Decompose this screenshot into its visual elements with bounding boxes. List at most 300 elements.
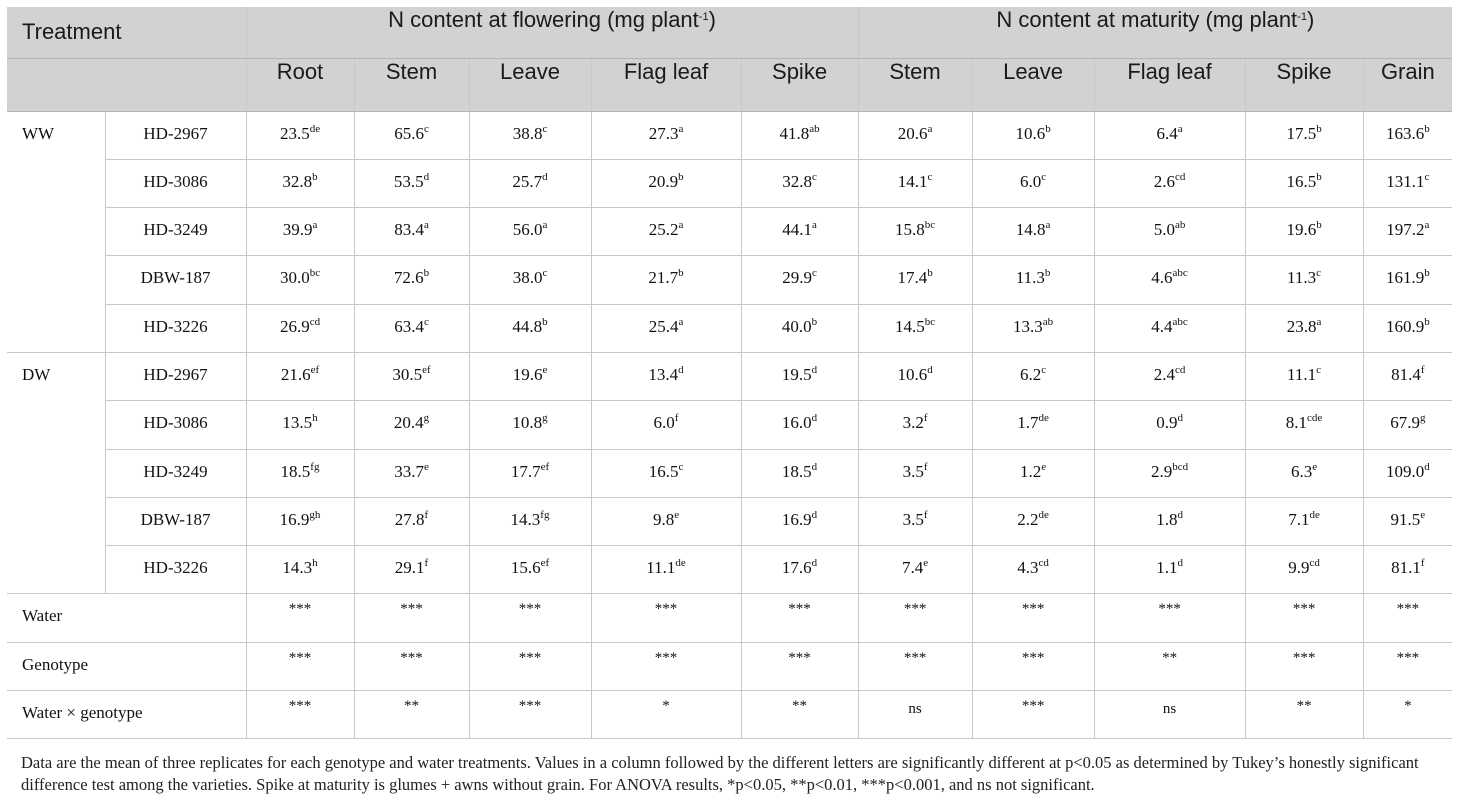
value-cell: [1094, 401, 1245, 449]
significance-letters: ab: [809, 122, 820, 135]
significance-letters: f: [1420, 363, 1425, 376]
value-cell: [1363, 401, 1452, 449]
significance-letters: c: [678, 460, 684, 473]
significance-letters: ab: [1042, 315, 1054, 328]
value: 72.6: [393, 268, 424, 288]
treatment-header: Treatment: [7, 7, 246, 58]
anova-significance: ***: [1021, 698, 1045, 715]
value: 9.9: [1288, 558, 1310, 578]
value: 40.0: [781, 316, 812, 336]
significance-letters: d: [811, 508, 818, 521]
value: 8.1: [1285, 413, 1308, 433]
value: 11.3: [1287, 268, 1317, 288]
value: 16.5: [648, 461, 679, 481]
significance-letters: bc: [309, 267, 321, 280]
significance-letters: h: [312, 412, 318, 425]
significance-letters: c: [1424, 170, 1430, 183]
genotype-cell: HD-3249: [105, 208, 246, 256]
value: 3.2: [902, 413, 924, 433]
anova-cell: [741, 594, 858, 642]
genotype-cell: DBW-187: [105, 256, 246, 304]
significance-letters: b: [927, 267, 933, 280]
anova-significance: ***: [518, 601, 542, 618]
table-row: [7, 546, 1452, 594]
column-header: Root: [246, 58, 354, 111]
value: 5.0: [1153, 220, 1175, 240]
significance-letters: e: [1041, 460, 1047, 473]
column-header: Stem: [354, 58, 469, 111]
value: 131.1: [1386, 171, 1425, 191]
significance-letters: c: [1041, 363, 1047, 376]
significance-letters: gh: [309, 508, 321, 521]
significance-letters: a: [1177, 122, 1183, 135]
value-cell: [741, 256, 858, 304]
treatment-cell: WW: [7, 111, 105, 159]
value: 18.5: [781, 461, 812, 481]
value: 19.6: [1286, 220, 1317, 240]
value-cell: [972, 546, 1094, 594]
genotype-cell: HD-3249: [105, 449, 246, 497]
anova-significance: ***: [1021, 649, 1045, 666]
value: 21.6: [280, 364, 311, 384]
header-row-columns: [7, 58, 1452, 111]
value: 83.4: [394, 220, 424, 240]
value: 14.3: [510, 509, 541, 529]
anova-cell: [972, 594, 1094, 642]
value-cell: [741, 401, 858, 449]
value-cell: [469, 159, 591, 207]
value-cell: [972, 159, 1094, 207]
significance-letters: c: [811, 170, 817, 183]
value: 30.0: [279, 268, 310, 288]
table-row: [7, 159, 1452, 207]
value-cell: [354, 304, 469, 352]
significance-letters: a: [678, 219, 684, 232]
value: 109.0: [1385, 461, 1425, 481]
value-cell: [858, 304, 972, 352]
value-cell: [591, 497, 741, 545]
significance-letters: cde: [1307, 412, 1323, 425]
significance-letters: c: [1316, 267, 1322, 280]
significance-letters: c: [927, 170, 933, 183]
anova-cell: [1363, 691, 1452, 739]
value-cell: [246, 497, 354, 545]
value: 14.8: [1015, 220, 1046, 240]
significance-letters: b: [542, 315, 548, 328]
value-cell: [1363, 159, 1452, 207]
significance-letters: c: [542, 267, 548, 280]
significance-letters: c: [423, 315, 429, 328]
anova-cell: [1245, 691, 1363, 739]
genotype-cell: HD-2967: [105, 111, 246, 159]
value: 13.4: [648, 364, 679, 384]
table-footnote: Data are the mean of three replicates for each genotype and water treatments. Values in a column followed by the different letters are significantly different at p<0.05 as determined by Tukey’s honestly significant difference test among the varieties. Spike at maturity is glumes + awns without grain. For ANOVA results, *p<0.05, **p<0.01, ***p<0.001, and ns not significant.: [21, 753, 1419, 794]
significance-letters: a: [1424, 219, 1430, 232]
significance-letters: ef: [540, 460, 550, 473]
significance-letters: a: [1316, 315, 1322, 328]
value-cell: [354, 449, 469, 497]
significance-letters: a: [811, 219, 817, 232]
significance-letters: ef: [540, 557, 550, 570]
anova-cell: [972, 691, 1094, 739]
anova-significance: ***: [788, 601, 811, 618]
column-header: Flag leaf: [591, 58, 741, 111]
value-cell: [354, 208, 469, 256]
anova-cell: [591, 642, 741, 690]
value: 6.0: [1019, 171, 1042, 191]
value-cell: [1094, 304, 1245, 352]
significance-letters: d: [542, 170, 548, 183]
value: 11.1: [1287, 364, 1317, 384]
significance-letters: de: [1309, 508, 1320, 521]
anova-significance: ***: [1396, 649, 1420, 666]
value-cell: [469, 256, 591, 304]
value-cell: [591, 546, 741, 594]
maturity-group-header: N content at maturity (mg plant$^{-1}$): [858, 7, 1452, 58]
value-cell: [972, 256, 1094, 304]
significance-letters: bc: [924, 315, 936, 328]
value-cell: [354, 546, 469, 594]
genotype-cell: HD-3086: [105, 401, 246, 449]
value: 6.2: [1019, 364, 1042, 384]
value: 10.8: [512, 413, 543, 433]
significance-letters: e: [923, 557, 929, 570]
value: 9.8: [652, 509, 675, 529]
significance-letters: b: [1044, 267, 1051, 280]
anova-cell: [1363, 594, 1452, 642]
value-cell: [591, 352, 741, 400]
significance-letters: f: [424, 557, 429, 570]
anova-significance: ***: [518, 698, 542, 715]
value: 1.2: [1019, 461, 1042, 481]
value: 0.9: [1156, 413, 1178, 433]
value-cell: [591, 208, 741, 256]
value: 18.5: [280, 461, 311, 481]
value-cell: [1245, 111, 1363, 159]
value-cell: [469, 208, 591, 256]
value-cell: [741, 159, 858, 207]
value-cell: [858, 159, 972, 207]
anova-cell: [1245, 642, 1363, 690]
value-cell: [591, 401, 741, 449]
value-cell: [591, 304, 741, 352]
anova-significance: ***: [1021, 601, 1045, 618]
value-cell: [1363, 304, 1452, 352]
value-cell: [1094, 256, 1245, 304]
value: 2.4: [1153, 364, 1175, 384]
value: 17.4: [897, 268, 928, 288]
data-table: [7, 7, 1452, 739]
significance-letters: a: [678, 122, 684, 135]
significance-letters: b: [423, 267, 430, 280]
value: 10.6: [897, 364, 928, 384]
genotype-cell: HD-3226: [105, 304, 246, 352]
value-cell: [354, 401, 469, 449]
significance-letters: d: [1177, 557, 1183, 570]
value: 32.8: [782, 171, 812, 191]
value-cell: [246, 159, 354, 207]
value-cell: [1094, 352, 1245, 400]
anova-cell: [591, 594, 741, 642]
value-cell: [246, 449, 354, 497]
anova-cell: [1363, 642, 1452, 690]
significance-letters: b: [1424, 267, 1430, 280]
significance-letters: f: [923, 412, 928, 425]
significance-letters: de: [675, 557, 686, 570]
treatment-cell: DW: [7, 352, 105, 400]
value-cell: [1363, 449, 1452, 497]
table-row: [7, 497, 1452, 545]
value: 27.3: [648, 123, 679, 143]
flowering-group-header: N content at flowering (mg plant$^{-1}$): [246, 7, 858, 58]
significance-letters: d: [811, 363, 818, 376]
value-cell: [741, 111, 858, 159]
value-cell: [1363, 497, 1452, 545]
column-header: Spike: [741, 58, 858, 111]
value-cell: [591, 111, 741, 159]
significance-letters: de: [1038, 412, 1049, 425]
treatment-header-spacer: [7, 58, 246, 111]
anova-significance: ***: [654, 649, 678, 666]
anova-cell: [469, 691, 591, 739]
significance-letters: abc: [1172, 315, 1188, 328]
value-cell: [1094, 159, 1245, 207]
significance-letters: cd: [1038, 557, 1049, 570]
significance-letters: ef: [422, 363, 431, 376]
value: 56.0: [512, 220, 543, 240]
value: 14.3: [282, 558, 313, 578]
significance-letters: g: [423, 412, 430, 425]
significance-letters: f: [424, 508, 429, 521]
significance-letters: a: [423, 219, 429, 232]
anova-significance: ***: [288, 649, 312, 666]
value: 197.2: [1386, 220, 1425, 240]
value: 7.1: [1288, 509, 1310, 529]
value-cell: [591, 449, 741, 497]
anova-significance: ***: [1292, 601, 1316, 618]
anova-significance: ns: [908, 701, 922, 718]
anova-significance: ***: [1396, 601, 1420, 618]
significance-letters: b: [1316, 170, 1322, 183]
significance-letters: b: [1424, 122, 1430, 135]
significance-letters: f: [674, 412, 679, 425]
treatment-cell: [7, 159, 105, 207]
value: 19.6: [512, 364, 543, 384]
treatment-cell: [7, 449, 105, 497]
value-cell: [741, 497, 858, 545]
anova-cell: [741, 642, 858, 690]
value: 44.8: [512, 316, 543, 336]
value-cell: [469, 546, 591, 594]
value: 21.7: [648, 268, 679, 288]
value-cell: [1245, 159, 1363, 207]
treatment-cell: [7, 304, 105, 352]
significance-letters: d: [927, 363, 933, 376]
anova-label: Water × genotype: [7, 691, 246, 739]
value-cell: [1245, 497, 1363, 545]
value-cell: [246, 208, 354, 256]
value-cell: [858, 111, 972, 159]
value: 26.9: [279, 316, 310, 336]
significance-letters: c: [423, 122, 429, 135]
significance-letters: h: [312, 557, 318, 570]
column-header: Stem: [858, 58, 972, 111]
value-cell: [741, 546, 858, 594]
value: 1.7: [1017, 413, 1039, 433]
anova-significance: **: [1296, 698, 1312, 715]
value-cell: [1245, 256, 1363, 304]
value: 67.9: [1390, 413, 1420, 433]
column-header: Flag leaf: [1094, 58, 1245, 111]
significance-letters: f: [923, 460, 928, 473]
table-row: [7, 401, 1452, 449]
anova-cell: [741, 691, 858, 739]
value: 33.7: [394, 461, 424, 481]
significance-letters: d: [1177, 412, 1183, 425]
value-cell: [246, 256, 354, 304]
value: 13.5: [282, 413, 313, 433]
significance-letters: fg: [310, 460, 320, 473]
value-cell: [858, 208, 972, 256]
value: 161.9: [1385, 268, 1425, 288]
anova-cell: [1245, 594, 1363, 642]
anova-cell: [591, 691, 741, 739]
significance-letters: b: [678, 170, 684, 183]
value: 14.1: [897, 171, 928, 191]
value: 16.5: [1286, 171, 1317, 191]
value-cell: [972, 304, 1094, 352]
value: 63.4: [394, 316, 424, 336]
significance-letters: bcd: [1172, 460, 1189, 473]
anova-cell: [1094, 594, 1245, 642]
anova-cell: [858, 691, 972, 739]
value-cell: [1363, 352, 1452, 400]
value-cell: [469, 449, 591, 497]
value: 20.6: [897, 123, 928, 143]
value: 19.5: [781, 364, 812, 384]
value: 16.9: [279, 509, 310, 529]
value: 20.9: [648, 171, 679, 191]
value: 44.1: [782, 220, 812, 240]
value-cell: [1245, 546, 1363, 594]
value-cell: [741, 352, 858, 400]
value: 17.7: [510, 461, 541, 481]
value-cell: [858, 256, 972, 304]
value-cell: [972, 449, 1094, 497]
treatment-cell: [7, 208, 105, 256]
significance-letters: d: [678, 363, 684, 376]
value: 16.9: [781, 509, 812, 529]
value: 4.3: [1017, 558, 1039, 578]
value-cell: [469, 497, 591, 545]
significance-letters: c: [811, 267, 817, 280]
value-cell: [741, 304, 858, 352]
anova-cell: [858, 594, 972, 642]
significance-letters: c: [542, 122, 548, 135]
value-cell: [354, 497, 469, 545]
significance-letters: b: [1424, 315, 1430, 328]
value: 11.1: [646, 558, 676, 578]
value: 39.9: [282, 220, 313, 240]
value-cell: [1094, 546, 1245, 594]
significance-letters: de: [1038, 508, 1049, 521]
anova-cell: [246, 642, 354, 690]
column-header: Spike: [1245, 58, 1363, 111]
value: 160.9: [1385, 316, 1425, 336]
anova-cell: [354, 691, 469, 739]
anova-cell: [1094, 642, 1245, 690]
value: 4.6: [1151, 268, 1173, 288]
significance-letters: cd: [1309, 557, 1320, 570]
value: 17.5: [1286, 123, 1317, 143]
significance-letters: c: [1041, 170, 1047, 183]
value-cell: [741, 449, 858, 497]
value: 29.1: [394, 558, 425, 578]
value-cell: [591, 256, 741, 304]
column-header: Leave: [972, 58, 1094, 111]
value: 25.4: [648, 316, 679, 336]
value-cell: [1363, 208, 1452, 256]
value-cell: [354, 159, 469, 207]
anova-cell: [469, 642, 591, 690]
anova-significance: ***: [400, 601, 423, 618]
value: 14.5: [894, 316, 925, 336]
anova-significance: ns: [1162, 701, 1177, 718]
anova-cell: [354, 642, 469, 690]
genotype-cell: HD-3226: [105, 546, 246, 594]
value-cell: [1245, 401, 1363, 449]
value: 25.2: [648, 220, 679, 240]
value-cell: [972, 111, 1094, 159]
anova-label: Genotype: [7, 642, 246, 690]
value-cell: [972, 352, 1094, 400]
value: 53.5: [393, 171, 424, 191]
value: 10.6: [1015, 123, 1046, 143]
value: 30.5: [392, 364, 423, 384]
value: 38.0: [512, 268, 543, 288]
table-row: [7, 208, 1452, 256]
value-cell: [858, 449, 972, 497]
value-cell: [246, 352, 354, 400]
significance-letters: b: [811, 315, 818, 328]
anova-significance: ***: [288, 698, 312, 715]
value: 38.8: [512, 123, 543, 143]
anova-significance: ***: [903, 649, 927, 666]
value: 6.3: [1290, 461, 1313, 481]
value: 81.1: [1391, 558, 1421, 578]
anova-cell: [972, 642, 1094, 690]
significance-letters: e: [542, 363, 548, 376]
value: 1.1: [1156, 558, 1178, 578]
value-cell: [1245, 304, 1363, 352]
value-cell: [1363, 111, 1452, 159]
anova-label: Water: [7, 594, 246, 642]
significance-letters: d: [811, 557, 818, 570]
anova-cell: [858, 642, 972, 690]
significance-letters: f: [923, 508, 928, 521]
anova-significance: ***: [1292, 649, 1316, 666]
significance-letters: e: [1312, 460, 1318, 473]
value-cell: [1094, 111, 1245, 159]
value-cell: [858, 546, 972, 594]
value-cell: [591, 159, 741, 207]
value: 23.8: [1286, 316, 1317, 336]
table-row: [7, 256, 1452, 304]
table-body: [7, 111, 1452, 739]
value: 2.6: [1153, 171, 1175, 191]
anova-significance: *: [662, 698, 670, 715]
value: 32.8: [282, 171, 313, 191]
